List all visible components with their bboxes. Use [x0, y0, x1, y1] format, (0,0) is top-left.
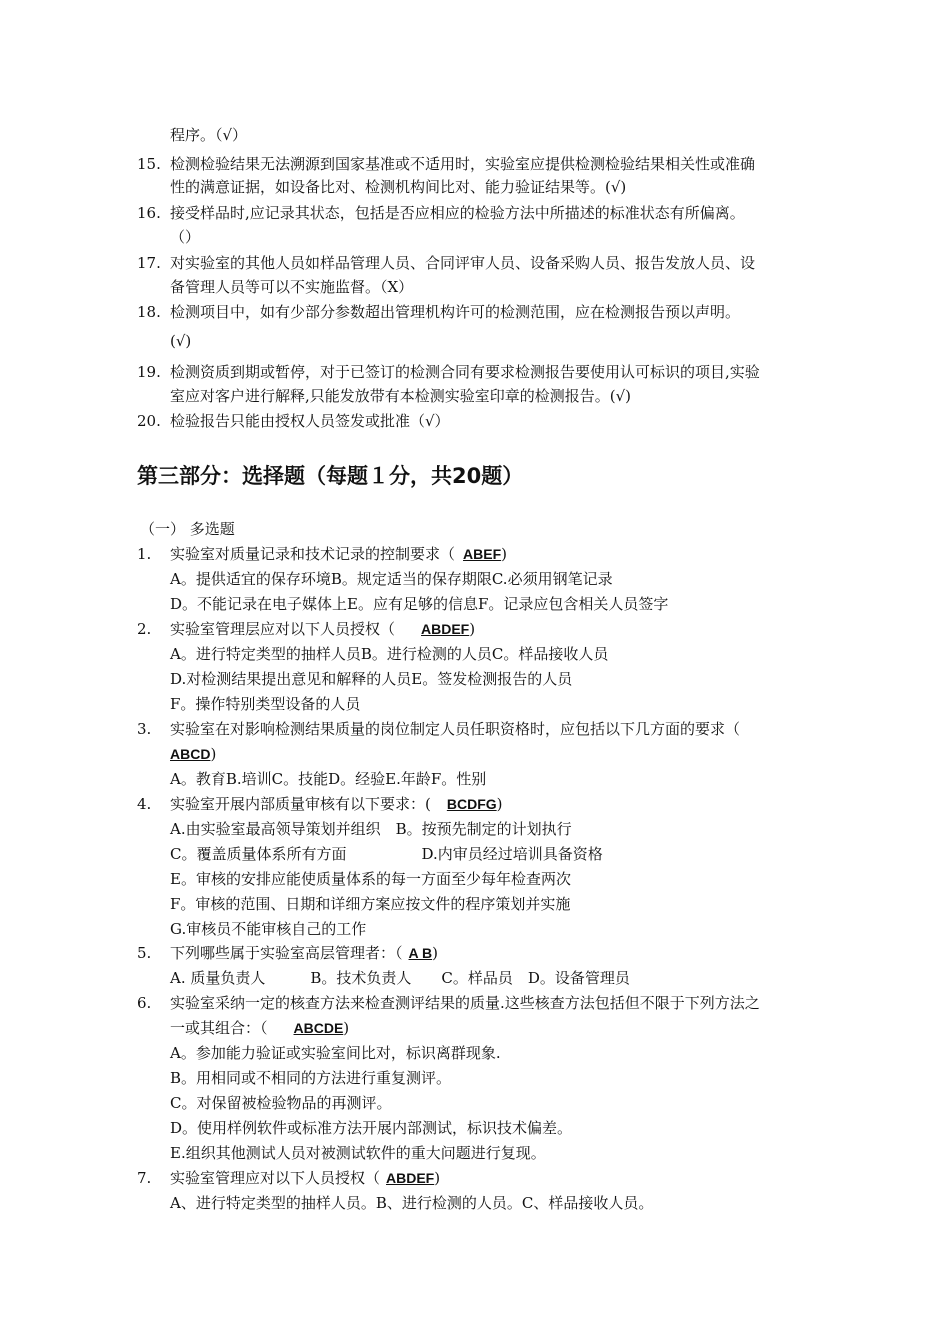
question-line — [170, 943, 438, 963]
option-line: C。对保留被检验物品的再测评。 — [170, 1094, 392, 1112]
option-line: A。提供适宜的保存环境B。规定适当的保存期限C.必须用钢笔记录 — [170, 570, 613, 588]
option-line: C。覆盖质量体系所有方面 D.内审员经过培训具备资格 — [170, 845, 603, 863]
option-line: A。进行特定类型的抽样人员B。进行检测的人员C。样品接收人员 — [170, 645, 609, 663]
question-text: 下列哪些属于实验室高层管理者：（ — [170, 944, 403, 962]
answer-text: ABCDE — [293, 1020, 344, 1036]
close-paren: ) — [432, 944, 438, 962]
tf-line: 备管理人员等可以不实施监督。（X） — [170, 278, 414, 296]
option-line: F。审核的范围、日期和详细方案应按文件的程序策划并实施 — [170, 895, 571, 913]
question-line — [170, 619, 475, 639]
item-number: 3. — [137, 720, 152, 738]
question-line — [170, 1018, 349, 1038]
question-text: 实验室对质量记录和技术记录的控制要求（ — [170, 545, 456, 563]
tf-line: 室应对客户进行解释,只能发放带有本检测实验室印章的检测报告。(√) — [170, 387, 632, 405]
question-text: 实验室采纳一定的核查方法来检查测评结果的质量.这些核查方法包括但不限于下列方法之 — [170, 994, 760, 1012]
question-text: 实验室管理层应对以下人员授权（ — [170, 620, 396, 638]
item-number: 2. — [137, 620, 152, 638]
tf-line: 程序。（√） — [170, 126, 248, 144]
item-number: 5. — [137, 944, 152, 962]
close-paren: ) — [496, 795, 503, 813]
item-number: 7. — [137, 1169, 152, 1187]
option-line: A。教育B.培训C。技能D。经验E.年龄F。性别 — [170, 770, 487, 788]
tf-line: 性的满意证据，如设备比对、检测机构间比对、能力验证结果等。(√) — [170, 178, 627, 196]
tf-line: （） — [170, 228, 201, 246]
answer-text: BCDFG — [446, 796, 497, 812]
question-text-2: 一或其组合：（ — [170, 1019, 268, 1037]
option-line: D。使用样例软件或标准方法开展内部测试，标识技术偏差。 — [170, 1119, 573, 1137]
answer-text: ABCD — [170, 746, 211, 762]
close-paren: ) — [469, 620, 476, 638]
question-text: 实验室管理应对以下人员授权（ — [170, 1169, 381, 1187]
option-line: E.组织其他测试人员对被测试软件的重大问题进行复现。 — [170, 1144, 546, 1162]
tf-line: 对实验室的其他人员如样品管理人员、合同评审人员、设备采购人员、报告发放人员、设 — [170, 254, 756, 272]
option-line: G.审核员不能审核自己的工作 — [170, 920, 367, 938]
question-line — [170, 794, 503, 814]
item-number: 1. — [137, 545, 152, 563]
item-number: 17. — [137, 254, 161, 272]
item-number: 6. — [137, 994, 152, 1012]
item-number: 19. — [137, 363, 161, 381]
option-line: E。审核的安排应能使质量体系的每一方面至少每年检查两次 — [170, 870, 571, 888]
question-line — [170, 544, 507, 564]
option-line: D.对检测结果提出意见和解释的人员E。签发检测报告的人员 — [170, 670, 573, 688]
option-line: F。操作特别类型设备的人员 — [170, 695, 361, 713]
item-number: 20. — [137, 412, 161, 430]
close-paren: ) — [434, 1169, 441, 1187]
answer-text: A B — [408, 945, 433, 961]
item-number: 15. — [137, 155, 161, 173]
question-line — [170, 744, 216, 764]
question-text: 实验室在对影响检测结果质量的岗位制定人员任职资格时，应包括以下几方面的要求（ — [170, 720, 741, 738]
option-line: A。参加能力验证或实验室间比对，标识离群现象. — [170, 1044, 501, 1062]
tf-line: 接受样品时,应记录其状态，包括是否应相应的检验方法中所描述的标准状态有所偏离。 — [170, 204, 745, 222]
item-number: 16. — [137, 204, 161, 222]
close-paren: ) — [343, 1019, 350, 1037]
option-line: A.由实验室最高领导策划并组织 B。按预先制定的计划执行 — [170, 820, 572, 838]
option-line: D。不能记录在电子媒体上E。应有足够的信息F。记录应包含相关人员签字 — [170, 595, 669, 613]
subsection-title: （一） 多选题 — [140, 520, 235, 538]
item-number: 4. — [137, 795, 152, 813]
option-line: B。用相同或不相同的方法进行重复测评。 — [170, 1069, 452, 1087]
answer-text: ABEF — [463, 546, 502, 562]
tf-line: 检测项目中，如有少部分参数超出管理机构许可的检测范围，应在检测报告预以声明。 — [170, 303, 741, 321]
section-title: 第三部分：选择题（每题１分，共20题） — [137, 464, 524, 488]
option-line: A、进行特定类型的抽样人员。B、进行检测的人员。C、样品接收人员。 — [170, 1194, 654, 1212]
tf-line: 检测检验结果无法溯源到国家基准或不适用时，实验室应提供检测检验结果相关性或准确 — [170, 155, 756, 173]
question-line — [170, 1168, 440, 1188]
tf-line: (√) — [170, 332, 192, 350]
option-line: A. 质量负责人 B。技术负责人 C。样品员 D。设备管理员 — [170, 969, 630, 987]
answer-text: ABDEF — [386, 1170, 435, 1186]
tf-line: 检测资质到期或暂停，对于已签订的检测合同有要求检测报告要使用认可标识的项目,实验 — [170, 363, 760, 381]
close-paren: ) — [210, 745, 217, 763]
answer-text: ABDEF — [421, 621, 470, 637]
question-text: 实验室开展内部质量审核有以下要求：( — [170, 795, 431, 813]
item-number: 18. — [137, 303, 161, 321]
tf-line: 检验报告只能由授权人员签发或批准（√） — [170, 412, 450, 430]
close-paren: ) — [501, 545, 507, 563]
